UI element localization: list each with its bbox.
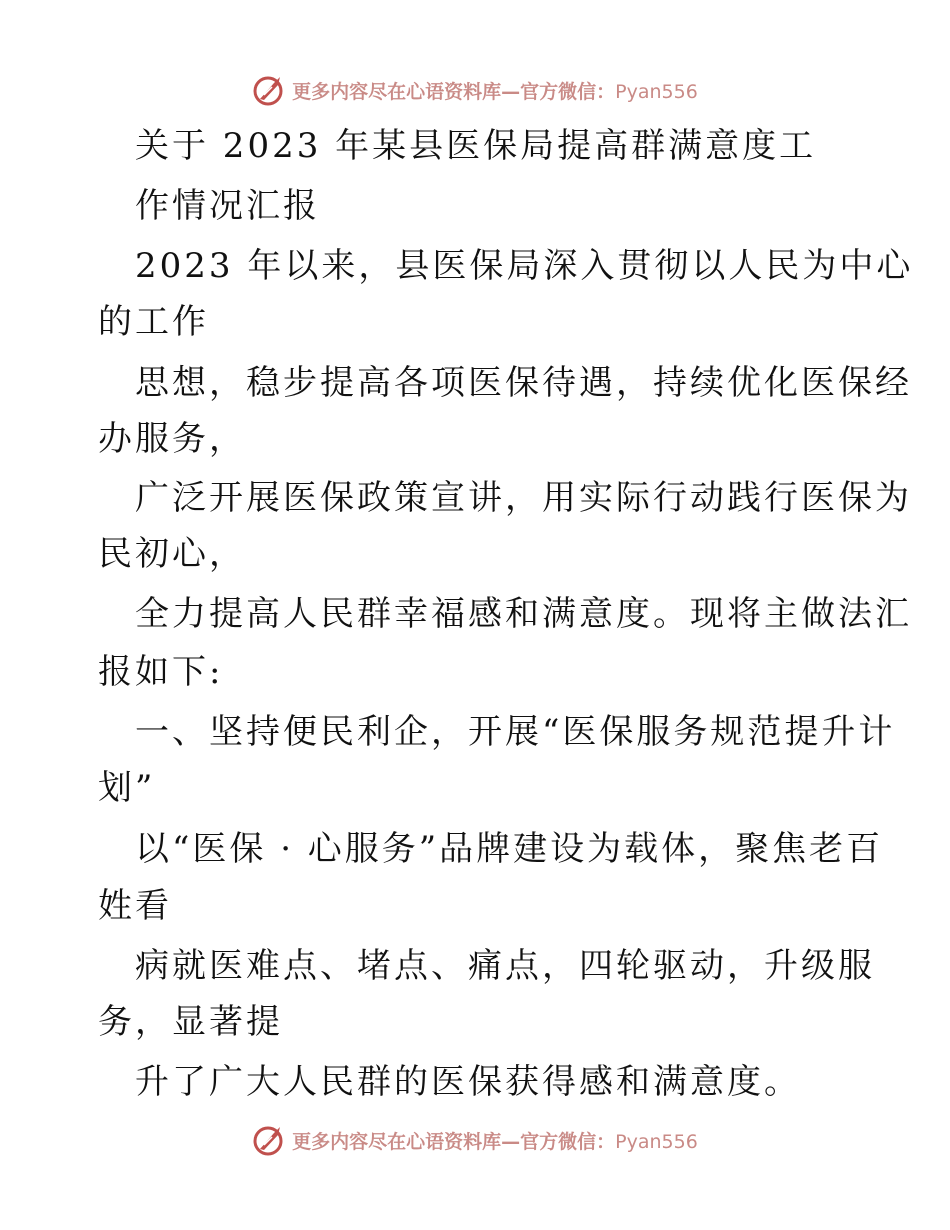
header-watermark (0, 70, 950, 110)
doc-line: 办服务， (98, 419, 246, 459)
quill-logo-icon (252, 73, 286, 107)
doc-line: 病就医难点、堵点、痛点，四轮驱动，升级服 (135, 946, 875, 986)
doc-title-line-2: 作情况汇报 (135, 186, 320, 226)
doc-heading-line: 一、坚持便民利企，开展“医保服务规范提升计 (135, 712, 896, 752)
doc-line: 广泛开展医保政策宣讲，用实际行动践行医保为 (135, 478, 912, 518)
watermark-text: 更多内容尽在心语资料库—官方微信：Pyan556 (292, 80, 698, 103)
doc-title-line-1: 关于 2023 年某县医保局提高群满意度工 (135, 126, 817, 166)
doc-line: 全力提高人民群幸福感和满意度。现将主做法汇 (135, 594, 912, 634)
doc-line: 姓看 (98, 886, 172, 926)
doc-line: 的工作 (98, 302, 209, 342)
doc-line: 思想，稳步提高各项医保待遇，持续优化医保经 (135, 363, 912, 403)
watermark-wechat-id: Pyan556 (615, 80, 698, 103)
doc-heading-line: 划” (98, 768, 156, 808)
doc-line: 2023 年以来，县医保局深入贯彻以人民为中心 (135, 246, 914, 286)
doc-line: 民初心， (98, 534, 246, 574)
doc-line: 务，显著提 (98, 1002, 283, 1042)
footer-watermark (0, 1120, 950, 1160)
watermark-text: 更多内容尽在心语资料库—官方微信：Pyan556 (292, 1130, 698, 1153)
quill-logo-icon (252, 1123, 286, 1157)
doc-line: 升了广大人民群的医保获得感和满意度。 (135, 1062, 801, 1102)
doc-line: 报如下: (98, 652, 224, 692)
watermark-wechat-id: Pyan556 (615, 1130, 698, 1153)
doc-line: 以“医保 · 心服务”品牌建设为载体，聚焦老百 (135, 829, 884, 869)
